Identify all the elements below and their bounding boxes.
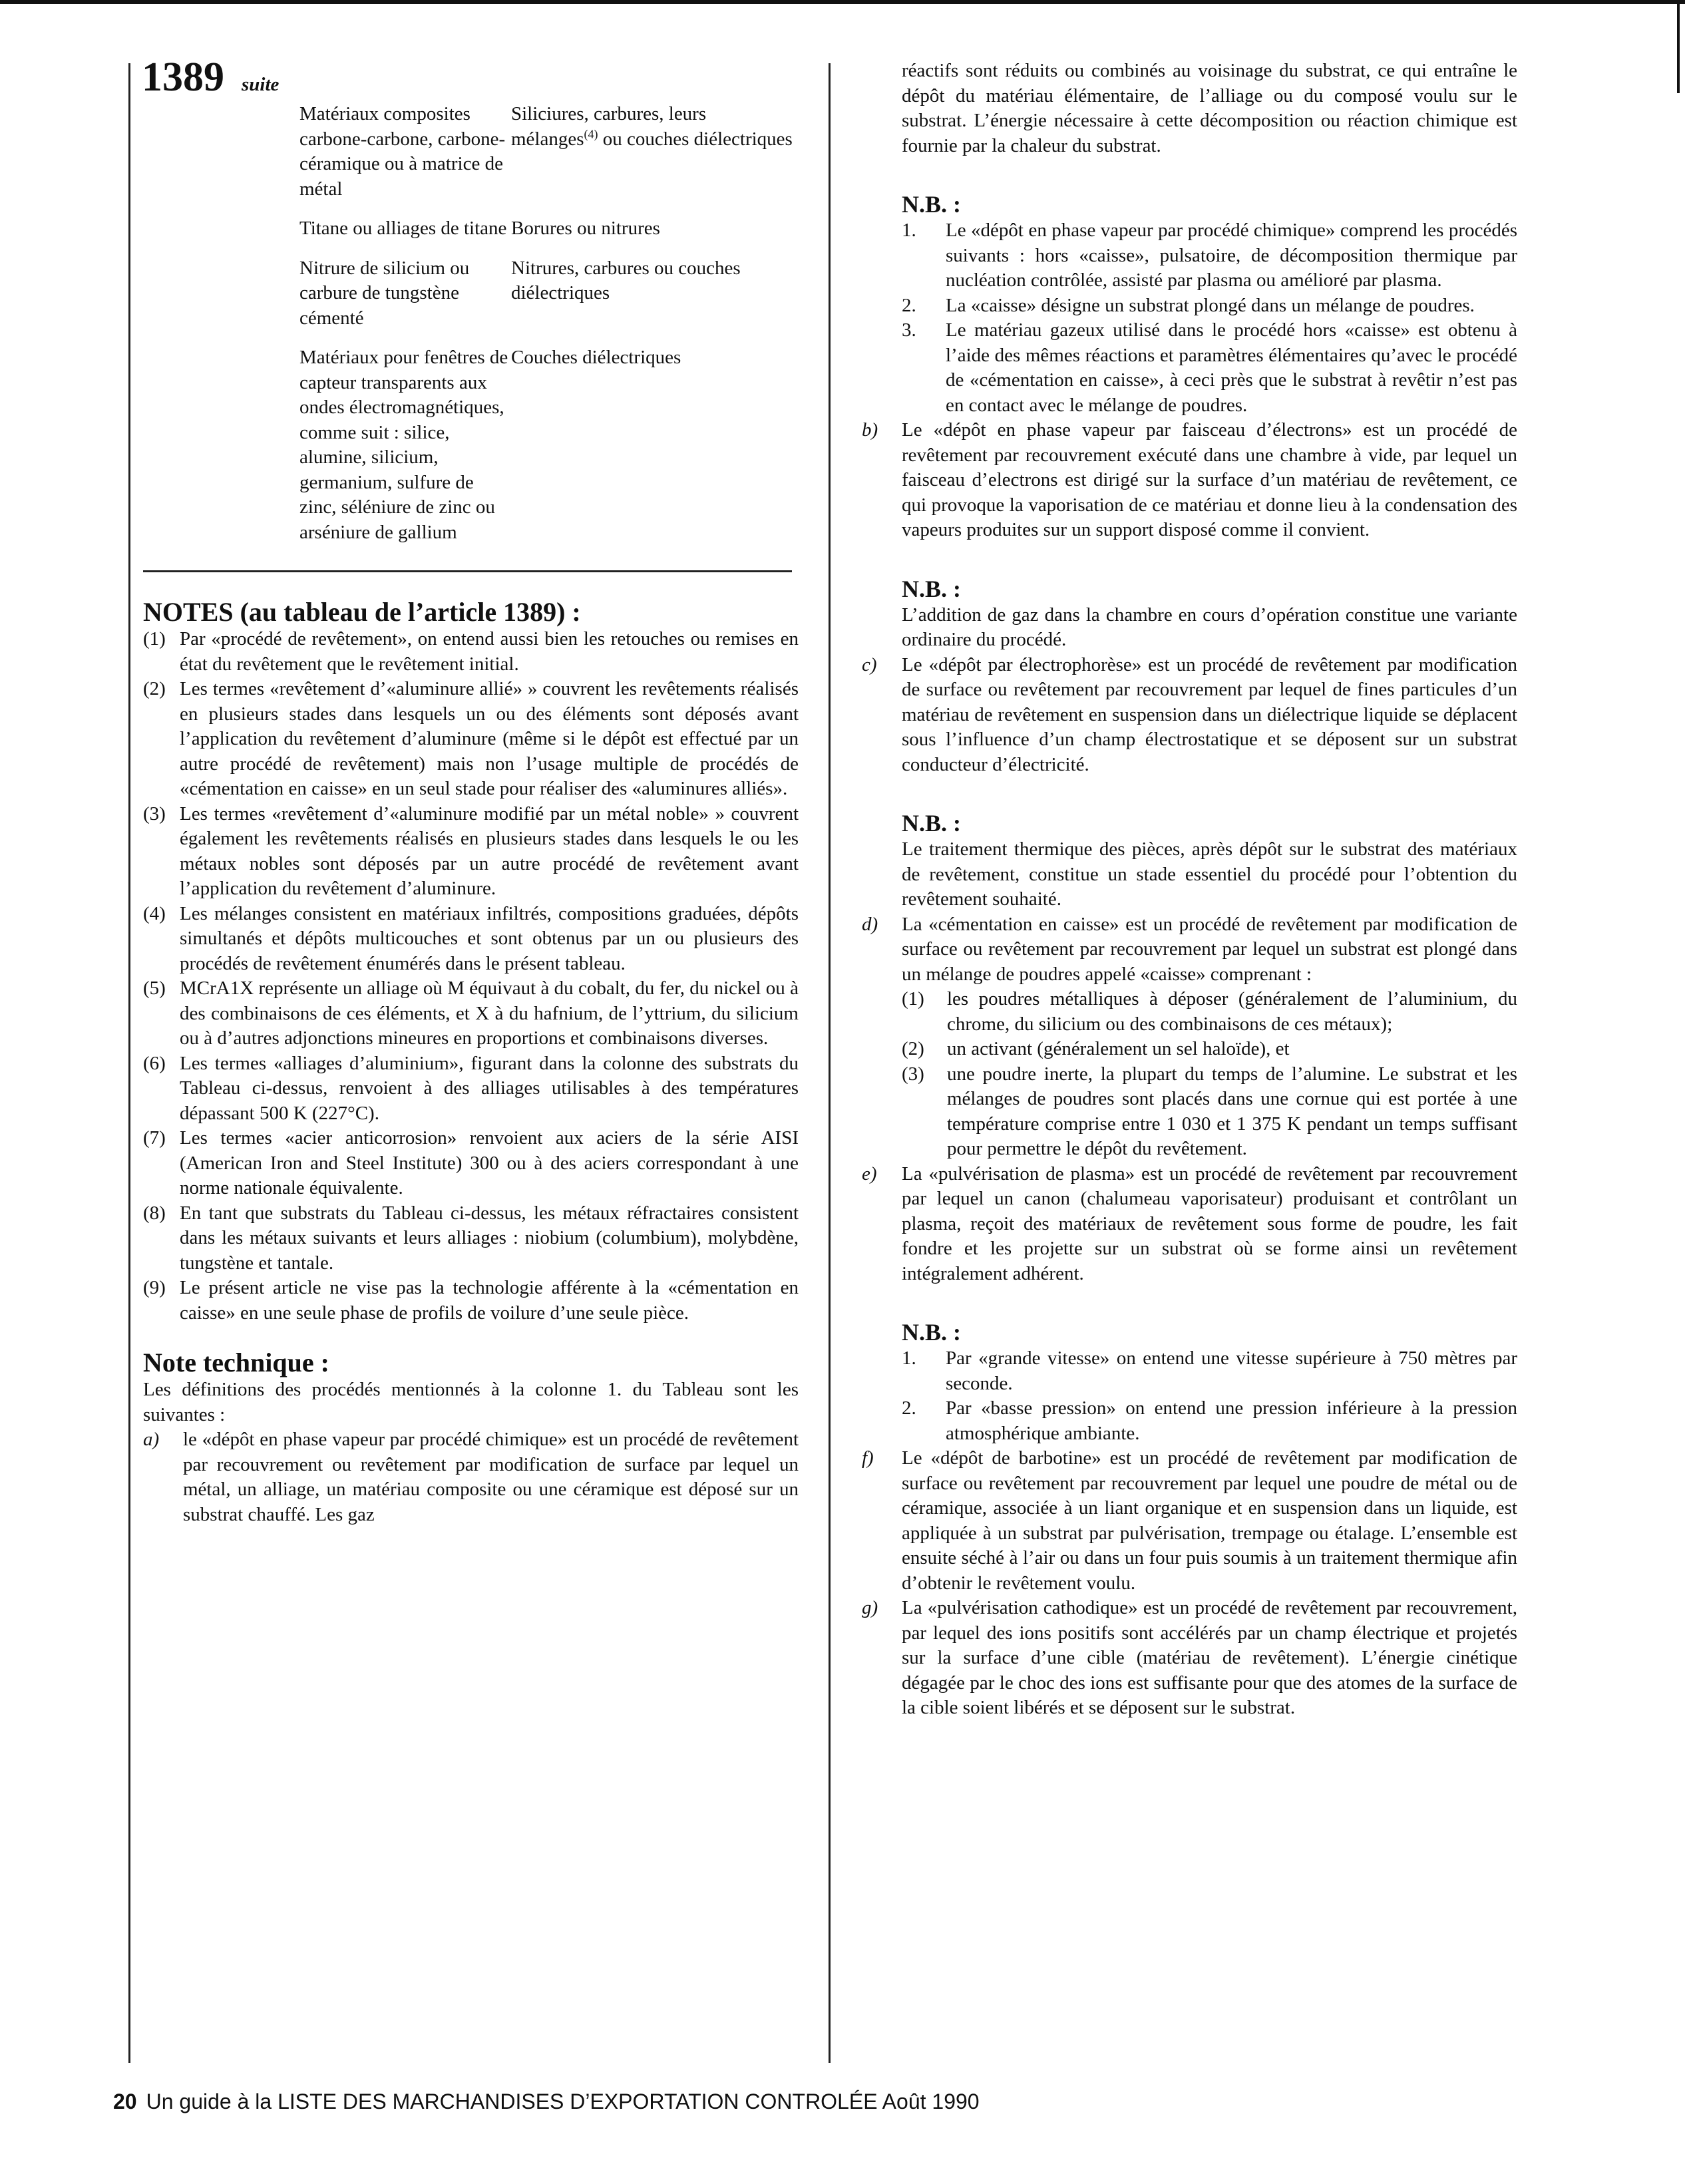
table-cell-coating: Nitrures, carbures ou couches diélectriques: [511, 257, 741, 303]
note-item: (4) Les mélanges consistent en matériaux infiltrés, compositions graduées, dépôts simultanés et dépôts multicouches et sont obtenus par un ou plusieurs des procédés de revêtement énumérés dans le présent tableau.: [143, 902, 799, 974]
table-bottom-rule: [143, 570, 792, 572]
footnote-ref: (4): [584, 126, 598, 140]
table-cell-substrate: Matériaux pour fenêtres de capteur transparents aux ondes électromagnétiques, comme suit : silice, alumine, silicium, germanium, sulfure de zinc, séléniure de zinc ou arséniure de gallium: [299, 347, 508, 543]
right-border: [1677, 0, 1680, 93]
footer-title: Un guide à la LISTE DES MARCHANDISES D’EXPORTATION CONTROLÉE Août 1990: [146, 2090, 980, 2113]
top-border: [0, 0, 1685, 4]
definition-b: b) Le «dépôt en phase vapeur par faisceau d’électrons» est un procédé de revêtement par recouvrement exécuté dans une chambre à vide, par lequel un faisceau d’electrons est dirigé sur la surface d’un matériau de revêtement, ce qui provoque la vaporisation de ce matériau et donne lieu à la condensation des vapeurs produites sur un support disposé comme il convient.: [862, 419, 1517, 540]
nb-item: 1. Le «dépôt en phase vapeur par procédé chimique» comprend les procédés suivants : hors «caisse», pulsatoire, de décomposition thermique par nucléation contrôlée, assisté par plasma ou amélioré par plasma.: [902, 220, 1517, 291]
note-item: (1) Par «procédé de revêtement», on entend aussi bien les retouches ou remises en état du revêtement que le revêtement initial.: [143, 628, 799, 675]
note-item: (3) Les termes «revêtement d’«aluminure modifié par un métal noble» » couvrent également les revêtements réalisés en plusieurs stades dans lesquels le ou les métaux nobles sont déposés par un autre procédé de revêtement avant l’application du revêtement d’aluminure.: [143, 803, 799, 899]
article-suite-label: suite: [242, 74, 280, 95]
technote-heading: Note technique :: [143, 1348, 329, 1377]
notes-list: [143, 627, 799, 1326]
page-footer: [113, 2090, 980, 2114]
table-cell-substrate: Titane ou alliages de titane: [299, 218, 507, 239]
nb-item: 2. La «caisse» désigne un substrat plongé dans un mélange de poudres.: [902, 294, 1475, 316]
table-cell-substrate: Nitrure de silicium ou carbure de tungstène cémenté: [299, 257, 470, 329]
nb-item: 2. Par «basse pression» on entend une pression inférieure à la pression atmosphérique ambiante.: [902, 1397, 1517, 1444]
table-cell-coating: Siliciures, carbures, leurs mélanges$^{(4)}$ ou couches diélectriques: [511, 103, 793, 150]
definition-d: d) La «cémentation en caisse» est un procédé de revêtement par modification de surface ou revêtement par recouvrement par lequel un substrat est plongé dans un mélange de poudres appelé «caisse» comprenant :: [862, 913, 1517, 985]
sub-item: (2) un activant (généralement un sel haloïde), et: [902, 1038, 1290, 1059]
definition-f: f) Le «dépôt de barbotine» est un procédé de revêtement par modification de surface ou revêtement par recouvrement par lequel une poudre de métal ou de céramique, associée à un liant organique et en suspension dans un liquide, est appliquée à un substrat par pulvérisation, trempage ou étalage. L’ensemble est ensuite séché à l’air ou dans un four puis soumis à un traitement thermique afin d’obtenir le revêtement voulu.: [862, 1447, 1517, 1594]
table-row: [299, 216, 797, 256]
definition-e: e) La «pulvérisation de plasma» est un procédé de revêtement par recouvrement par lequel un canon (chalumeau vaporisateur) produisant et contrôlant un plasma, reçoit des matériaux de revêtement sous forme de poudre, les fait fondre et les projette sur un substrat où se forme ainsi un revêtement intégralement adhérent.: [862, 1163, 1517, 1284]
nb-text: L’addition de gaz dans la chambre en cours d’opération constitue une variante ordinaire du procédé.: [902, 604, 1517, 650]
page-number: 20: [113, 2090, 137, 2113]
note-item: (2) Les termes «revêtement d’«aluminure allié» » couvrent les revêtements réalisés en plusieurs stades dans lesquels un ou des éléments sont déposés avant l’application du revêtement d’aluminure (même si le dépôt est effectué par un autre procédé de revêtement) mais non l’usage multiple de procédés de «cémentation en caisse» en un seul stade pour réaliser des «aluminures alliés».: [143, 678, 799, 799]
materials-table: [299, 102, 797, 560]
note-item: (9) Le présent article ne vise pas la technologie afférente à la «cémentation en caisse» en une seule phase de profils de voilure d’une seule pièce.: [143, 1277, 799, 1324]
nb-heading: N.B. :: [902, 191, 961, 218]
table-row: [299, 256, 797, 346]
article-heading: [142, 57, 799, 98]
note-item: (8) En tant que substrats du Tableau ci-dessus, les métaux réfractaires consistent dans les métaux suivants et leurs alliages : niobium (columbium), molybdène, tungstène et tantale.: [143, 1202, 799, 1274]
sub-item: (3) une poudre inerte, la plupart du temps de l’alumine. Le substrat et les mélanges de poudres sont placés dans une cornue qui est portée à une température comprise entre 1 030 et 1 375 K pendant un temps suffisant pour permettre le dépôt du revêtement.: [902, 1063, 1517, 1159]
nb-item: 1. Par «grande vitesse» on entend une vitesse supérieure à 750 mètres par seconde.: [902, 1348, 1517, 1394]
definition-a-continued: réactifs sont réduits ou combinés au voisinage du substrat, ce qui entraîne le dépôt du matériau élémentaire, de l’alliage ou du composé voulu sur le substrat. L’énergie nécessaire à cette décomposition ou réaction chimique est fournie par la chaleur du substrat.: [902, 60, 1517, 156]
table-cell-coating: Couches diélectriques: [511, 347, 681, 368]
middle-column-rule: [829, 63, 831, 2063]
nb-heading: N.B. :: [902, 1319, 961, 1346]
nb-text: Le traitement thermique des pièces, après dépôt sur le substrat des matériaux de revêtement, constitue un stade essentiel du procédé pour l’obtention du revêtement souhaité.: [902, 838, 1517, 910]
notes-heading: NOTES (au tableau de l’article 1389) :: [143, 597, 581, 627]
definition-g: g) La «pulvérisation cathodique» est un procédé de revêtement par recouvrement, par lequel des ions positifs sont accélérés par un champ électrique et projetés sur la surface d’une cible (matériau de revêtement). L’énergie cinétique dégagée par le choc des ions est suffisante pour que des atomes de la surface de la cible soient libérés et se déposent sur le substrat.: [862, 1597, 1517, 1718]
right-column: [862, 59, 1517, 1721]
definition-a: a) le «dépôt en phase vapeur par procédé chimique» est un procédé de revêtement par recouvrement ou revêtement par modification de surface par lequel un métal, un alliage, un matériau composite ou une céramique est déposé sur un substrat chauffé. Les gaz: [143, 1429, 799, 1525]
table-row: [299, 345, 797, 560]
technote-intro: Les définitions des procédés mentionnés à la colonne 1. du Tableau sont les suivantes :: [143, 1379, 799, 1425]
table-cell-coating: Borures ou nitrures: [511, 218, 660, 239]
nb-heading: N.B. :: [902, 575, 961, 602]
table-cell-substrate: Matériaux composites carbone-carbone, carbone-céramique ou à matrice de métal: [299, 103, 506, 200]
table-row: [299, 102, 797, 216]
note-item: (7) Les termes «acier anticorrosion» renvoient aux aciers de la série AISI (American Iron and Steel Institute) 300 ou à des aciers correspondant à une norme nationale équivalente.: [143, 1127, 799, 1198]
sub-item: (1) les poudres métalliques à déposer (généralement de l’aluminium, du chrome, du silicium ou des combinaisons de ces métaux);: [902, 988, 1517, 1035]
left-column-rule: [128, 63, 130, 2063]
article-number: 1389: [142, 55, 224, 100]
nb-item: 3. Le matériau gazeux utilisé dans le procédé hors «caisse» est obtenu à l’aide des mêmes réactions et paramètres élémentaires qu’avec le procédé de «cémentation en caisse», à ceci près que le substrat à revêtir n’est pas en contact avec le mélange de poudres.: [902, 319, 1517, 416]
left-column: [143, 57, 799, 1527]
note-item: (6) Les termes «alliages d’aluminium», figurant dans la colonne des substrats du Tableau ci-dessus, renvoient à des alliages utilisables à des températures dépassant 500 K (227°C).: [143, 1052, 799, 1124]
nb-heading: N.B. :: [902, 810, 961, 836]
definition-c: c) Le «dépôt par électrophorèse» est un procédé de revêtement par modification de surface ou revêtement par recouvrement par lequel de fines particules d’un matériau de revêtement en suspension dans un diélectrique liquide se déplacent sous l’influence d’un champ électrostatique et se déposent sur un substrat conducteur d’électricité.: [862, 653, 1517, 775]
note-item: (5) MCrA1X représente un alliage où M équivaut à du cobalt, du fer, du nickel ou à des combinaisons de ces éléments, et X à du hafnium, de l’yttrium, du silicium ou à d’autres adjonctions mineures en proportions et combinaisons diverses.: [143, 978, 799, 1049]
